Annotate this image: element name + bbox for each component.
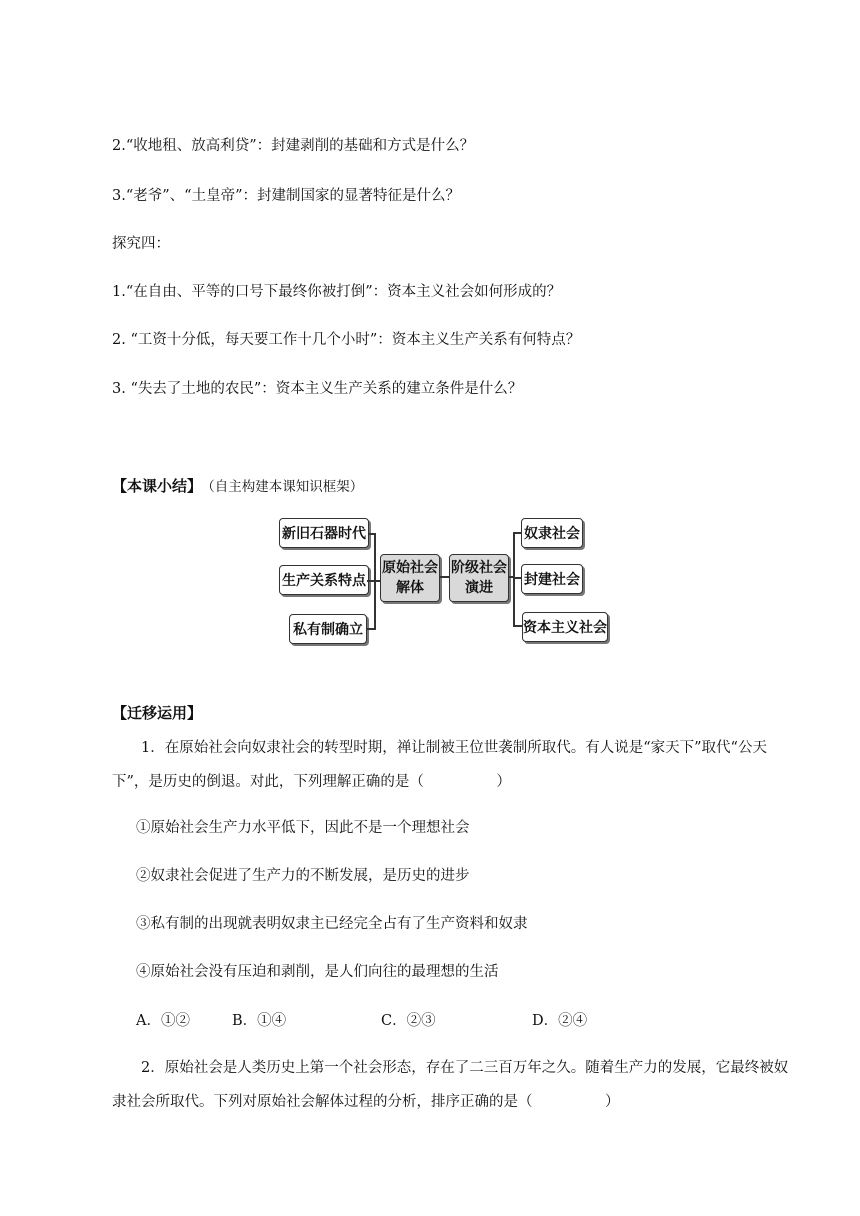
primitive-dissolution-line2: 解体 <box>396 580 424 596</box>
primitive-dissolution-line1: 原始社会 <box>382 560 438 576</box>
framework-box-slave-society: 奴隶社会 <box>521 518 583 548</box>
practice-question-1-stem: 1．在原始社会向奴隶社会的转型时期，禅让制被王位世袭制所取代。有人说是“家天下”取代“公天下”，是历史的倒退。对此，下列理解正确的是（ ） <box>112 740 767 790</box>
q1-option-c: C．②③ <box>381 1013 436 1029</box>
q1-option-a: A．①② <box>136 1013 190 1029</box>
q1-statement-2: ②奴隶社会促进了生产力的不断发展，是历史的进步 <box>136 868 470 884</box>
explore4-question-3: 3. “失去了土地的农民”：资本主义生产关系的建立条件是什么？ <box>112 381 523 397</box>
explore4-question-1: 1.“在自由、平等的口号下最终你被打倒”：资本主义社会如何形成的？ <box>112 284 562 300</box>
connector-line <box>513 577 521 579</box>
class-society-line2: 演进 <box>465 580 493 596</box>
q1-option-d: D．②④ <box>532 1013 588 1029</box>
framework-box-class-society-evolution <box>449 554 509 602</box>
practice-heading: 【迁移运用】 <box>112 704 203 722</box>
framework-box-feudal-society: 封建社会 <box>521 564 583 594</box>
summary-heading <box>112 476 363 497</box>
summary-heading-note: （自主构建本课知识框架） <box>208 479 364 495</box>
practice-question-2-stem: 2．原始社会是人类历史上第一个社会形态，存在了二三百万年之久。随着生产力的发展，它最终被奴隶社会所取代。下列对原始社会解体过程的分析，排序正确的是（ ） <box>112 1060 789 1110</box>
framework-box-capitalist-society: 资本主义社会 <box>522 612 608 642</box>
framework-box-private-ownership: 私有制确立 <box>289 614 367 644</box>
connector-line <box>513 532 515 627</box>
q1-statement-4: ④原始社会没有压迫和剥削，是人们向往的最理想的生活 <box>136 964 499 980</box>
framework-box-primitive-dissolution <box>380 554 440 602</box>
class-society-line1: 阶级社会 <box>451 560 507 576</box>
framework-box-production-relations: 生产关系特点 <box>279 565 369 595</box>
explore3-question-3: 3.“老爷”、“土皇帝”：封建制国家的显著特征是什么？ <box>112 188 460 204</box>
explore3-question-2: 2.“收地租、放高利贷”：封建剥削的基础和方式是什么？ <box>112 138 475 154</box>
summary-heading-label: 【本课小结】 <box>112 477 203 495</box>
explore4-title: 探究四： <box>112 236 170 252</box>
q1-statement-1: ①原始社会生产力水平低下，因此不是一个理想社会 <box>136 820 470 836</box>
q1-option-b: B．①④ <box>232 1013 287 1029</box>
connector-line <box>513 532 521 534</box>
explore4-question-2: 2. “工资十分低，每天要工作十几个小时”：资本主义生产关系有何特点？ <box>112 332 581 348</box>
framework-box-stone-age: 新旧石器时代 <box>279 518 369 548</box>
connector-line <box>513 625 522 627</box>
q1-statement-3: ③私有制的出现就表明奴隶主已经完全占有了生产资料和奴隶 <box>136 916 528 932</box>
connector-line <box>440 576 449 578</box>
